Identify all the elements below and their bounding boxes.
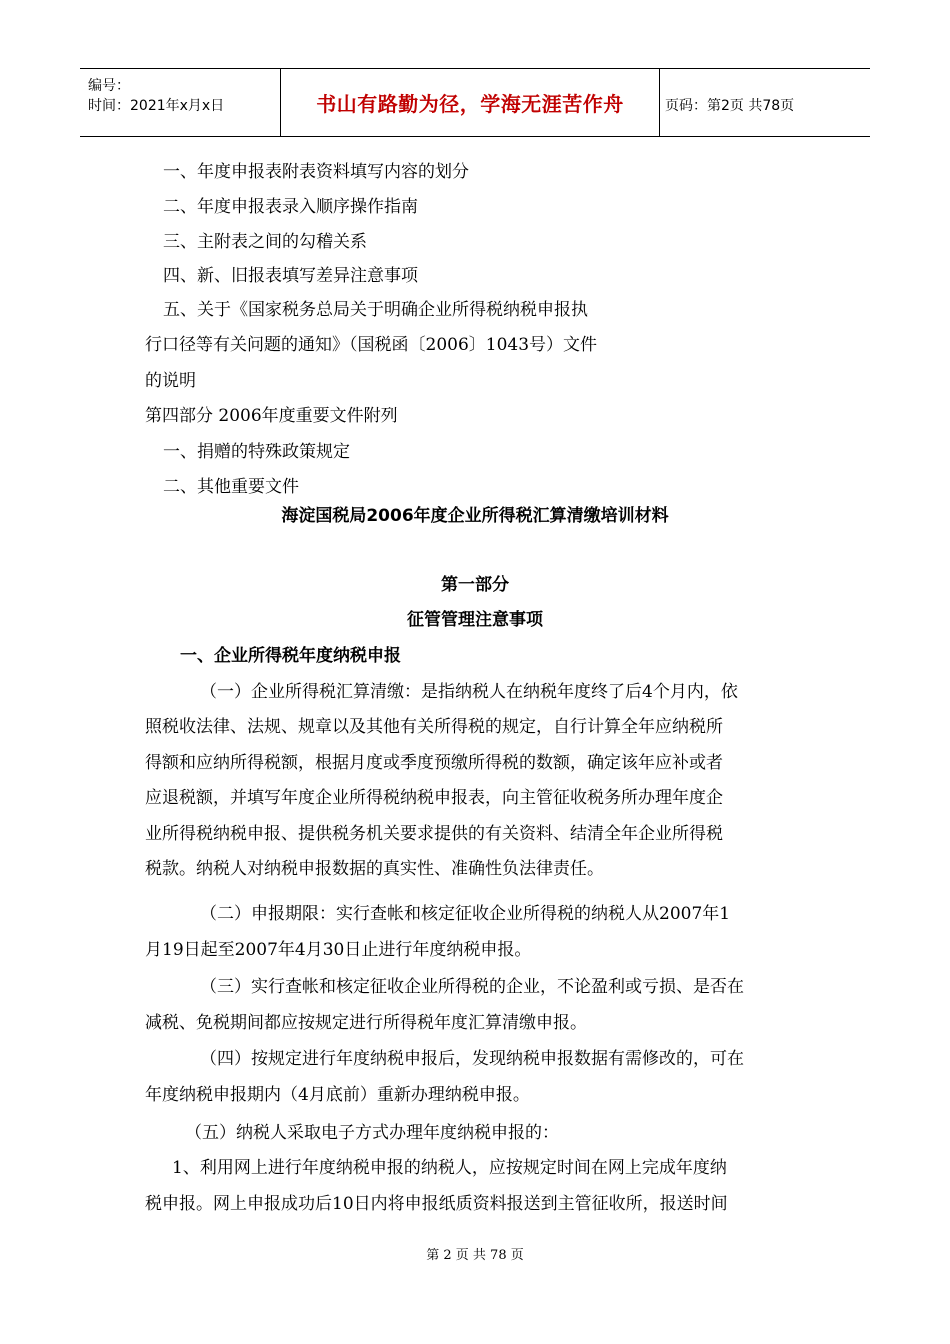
toc-item: 一、捐赠的特殊政策规定 — [163, 442, 350, 462]
page-footer: 第 2 页 共 78 页 — [426, 1248, 524, 1263]
toc-part-heading: 第四部分 2006年度重要文件附列 — [145, 406, 398, 426]
toc-item: 二、年度申报表录入顺序操作指南 — [163, 197, 418, 217]
body-line: 1、利用网上进行年度纳税申报的纳税人，应按规定时间在网上完成年度纳 — [172, 1158, 727, 1178]
toc-item-continued: 行口径等有关问题的通知》（国税函〔2006〕1043号）文件 — [145, 335, 598, 355]
body-line: （三）实行查帐和核定征收企业所得税的企业，不论盈利或亏损、是否在 — [200, 977, 744, 997]
header-page-number: 页码：第2页 共78页 — [665, 98, 795, 114]
time-label: 时间：2021年x月x日 — [88, 98, 225, 114]
part-subtitle: 征管管理注意事项 — [407, 610, 543, 630]
toc-item: 二、其他重要文件 — [163, 477, 299, 497]
toc-item: 五、关于《国家税务总局关于明确企业所得税纳税申报执 — [163, 300, 588, 320]
body-line: 应退税额，并填写年度企业所得税纳税申报表，向主管征收税务所办理年度企 — [145, 788, 723, 808]
toc-item: 一、年度申报表附表资料填写内容的划分 — [163, 162, 469, 182]
body-line: 减税、免税期间都应按规定进行所得税年度汇算清缴申报。 — [145, 1013, 587, 1033]
body-line: 税款。纳税人对纳税申报数据的真实性、准确性负法律责任。 — [145, 859, 604, 879]
section-heading: 一、企业所得税年度纳税申报 — [180, 646, 401, 666]
page-header — [80, 68, 870, 137]
body-line: （四）按规定进行年度纳税申报后，发现纳税申报数据有需修改的，可在 — [200, 1049, 744, 1069]
body-line: 月19日起至2007年4月30日止进行年度纳税申报。 — [145, 940, 532, 960]
body-line: （二）申报期限：实行查帐和核定征收企业所得税的纳税人从2007年1 — [200, 904, 731, 924]
header-meta — [80, 69, 280, 136]
body-line: 年度纳税申报期内（4月底前）重新办理纳税申报。 — [145, 1085, 530, 1105]
toc-item: 三、主附表之间的勾稽关系 — [163, 232, 367, 252]
header-motto: 书山有路勤为径，学海无涯苦作舟 — [316, 92, 624, 116]
document-title: 海淀国税局2006年度企业所得税汇算清缴培训材料 — [281, 506, 669, 526]
body-line: （五）纳税人采取电子方式办理年度纳税申报的： — [185, 1123, 559, 1143]
body-line: （一）企业所得税汇算清缴：是指纳税人在纳税年度终了后4个月内，依 — [200, 682, 738, 702]
header-divider — [659, 69, 660, 136]
toc-item-continued: 的说明 — [145, 371, 196, 391]
body-line: 得额和应纳所得税额，根据月度或季度预缴所得税的数额，确定该年应补或者 — [145, 753, 723, 773]
body-line: 税申报。网上申报成功后10日内将申报纸质资料报送到主管征收所，报送时间 — [145, 1194, 728, 1214]
body-line: 照税收法律、法规、规章以及其他有关所得税的规定，自行计算全年应纳税所 — [145, 717, 723, 737]
part-title: 第一部分 — [441, 575, 509, 595]
toc-item: 四、新、旧报表填写差异注意事项 — [163, 266, 418, 286]
number-label: 编号： — [88, 78, 130, 94]
body-line: 业所得税纳税申报、提供税务机关要求提供的有关资料、结清全年企业所得税 — [145, 824, 723, 844]
